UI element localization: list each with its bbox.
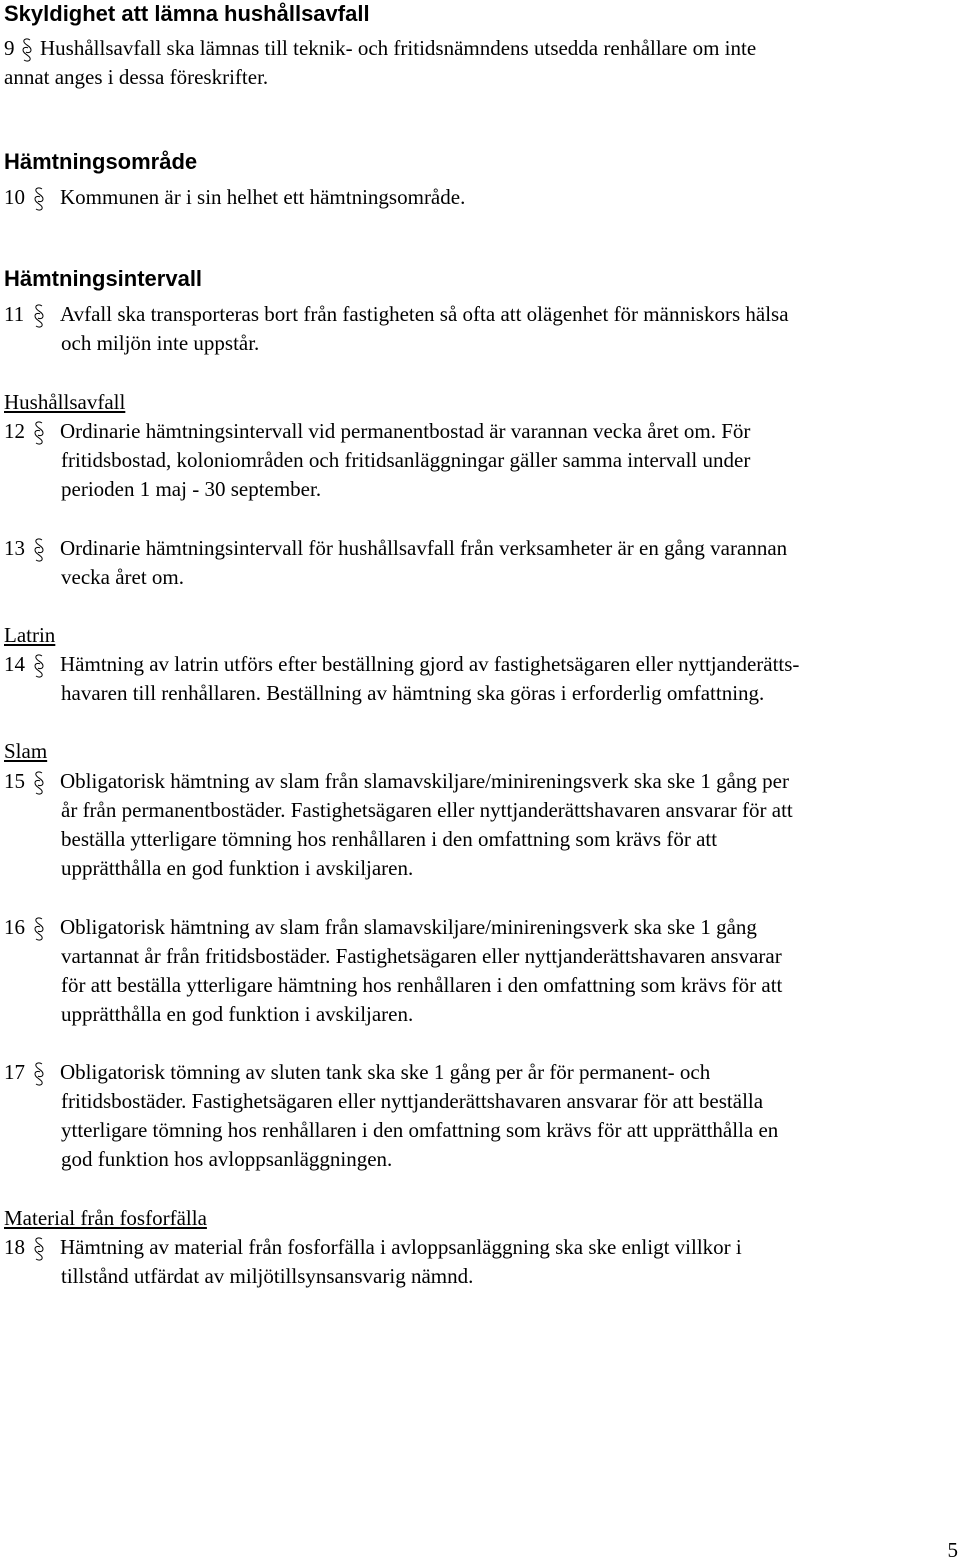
section-text-line: vecka året om. [61, 565, 185, 589]
section-number: 18 [4, 1235, 25, 1259]
heading-hushallsavfall: Hushållsavfall [4, 390, 126, 414]
section-sign-icon [33, 1237, 45, 1261]
section-number: 9 [4, 36, 15, 60]
section-number: 13 [4, 536, 25, 560]
section-text-line: för att beställa ytterligare hämtning hos renhållaren i den omfattning som krävs för att [61, 973, 783, 997]
section-text-line: Ordinarie hämtningsintervall för hushållsavfall från verksamheter är en gång varannan [60, 536, 788, 560]
section-text-line: Hämtning av latrin utförs efter beställning gjord av fastighetsägaren eller nyttjanderätts- [60, 652, 800, 676]
section-text-line: upprätthålla en god funktion i avskiljaren. [61, 856, 414, 880]
section-14 [4, 650, 954, 708]
section-sign-icon [33, 1062, 45, 1086]
section-sign-icon [33, 421, 45, 445]
section-13 [4, 534, 954, 592]
page-number: 5 [947, 1538, 958, 1562]
section-text-line: perioden 1 maj - 30 september. [61, 477, 322, 501]
section-16 [4, 913, 954, 1029]
section-text-line: vartannat år från fritidsbostäder. Fastighetsägaren eller nyttjanderättshavaren ansvarar [61, 944, 782, 968]
section-text-line: havaren till renhållaren. Beställning av hämtning ska göras i erforderlig omfattning. [61, 681, 765, 705]
section-12 [4, 417, 954, 504]
section-text-line: upprätthålla en god funktion i avskiljaren. [61, 1002, 414, 1026]
heading-slam: Slam [4, 739, 48, 763]
section-text-line: ytterligare tömning hos renhållaren i den omfattning som krävs för att upprätthålla en [61, 1118, 779, 1142]
section-number: 12 [4, 419, 25, 443]
section-number: 15 [4, 769, 25, 793]
section-text-line: Obligatorisk tömning av sluten tank ska ske 1 gång per år för permanent- och [60, 1060, 711, 1084]
section-number: 11 [4, 302, 25, 326]
section-text-line: beställa ytterligare tömning hos renhållaren i den omfattning som krävs för att [61, 827, 718, 851]
section-sign-icon [33, 917, 45, 941]
heading-fosforfalla: Material från fosforfälla [4, 1206, 207, 1230]
section-text-line: annat anges i dessa föreskrifter. [4, 65, 269, 89]
section-text-line: och miljön inte uppstår. [61, 331, 260, 355]
section-sign-icon [21, 38, 33, 62]
section-text-line: Hämtning av material från fosforfälla i avloppsanläggning ska ske enligt villkor i [60, 1235, 742, 1259]
section-9 [4, 34, 954, 92]
section-sign-icon [33, 771, 45, 795]
section-sign-icon [33, 304, 45, 328]
section-text-line: tillstånd utfärdat av miljötillsynsansvarig nämnd. [61, 1264, 474, 1288]
section-17 [4, 1058, 954, 1174]
section-text-line: Obligatorisk hämtning av slam från slamavskiljare/minireningsverk ska ske 1 gång [60, 915, 757, 939]
section-text-line: fritidsbostad, koloniområden och fritidsanläggningar gäller samma intervall under [61, 448, 751, 472]
heading-skyldighet: Skyldighet att lämna hushållsavfall [4, 1, 370, 26]
section-text-line: Kommunen är i sin helhet ett hämtningsområde. [60, 185, 466, 209]
section-number: 16 [4, 915, 25, 939]
section-text-line: Avfall ska transporteras bort från fastigheten så ofta att olägenhet för människors hälsa [60, 302, 789, 326]
section-sign-icon [33, 187, 45, 211]
section-number: 14 [4, 652, 25, 676]
heading-hamtningsomrade: Hämtningsområde [4, 149, 198, 174]
section-number: 17 [4, 1060, 25, 1084]
section-text-line: Ordinarie hämtningsintervall vid permanentbostad är varannan vecka året om. För [60, 419, 751, 443]
section-text-line: Obligatorisk hämtning av slam från slamavskiljare/minireningsverk ska ske 1 gång per [60, 769, 789, 793]
section-11 [4, 300, 954, 358]
heading-latrin: Latrin [4, 623, 56, 647]
section-text-line: fritidsbostäder. Fastighetsägaren eller nyttjanderättshavaren ansvarar för att beställa [61, 1089, 764, 1113]
section-15 [4, 767, 954, 883]
section-sign-icon [33, 654, 45, 678]
section-number: 10 [4, 185, 25, 209]
section-10 [4, 183, 954, 212]
section-18 [4, 1233, 954, 1291]
heading-hamtningsintervall: Hämtningsintervall [4, 266, 203, 291]
section-text-line: år från permanentbostäder. Fastighetsägaren eller nyttjanderättshavaren ansvarar för att [61, 798, 793, 822]
section-text-line: Hushållsavfall ska lämnas till teknik- och fritidsnämndens utsedda renhållare om inte [40, 36, 757, 60]
section-sign-icon [33, 538, 45, 562]
section-text-line: god funktion hos avloppsanläggningen. [61, 1147, 393, 1171]
